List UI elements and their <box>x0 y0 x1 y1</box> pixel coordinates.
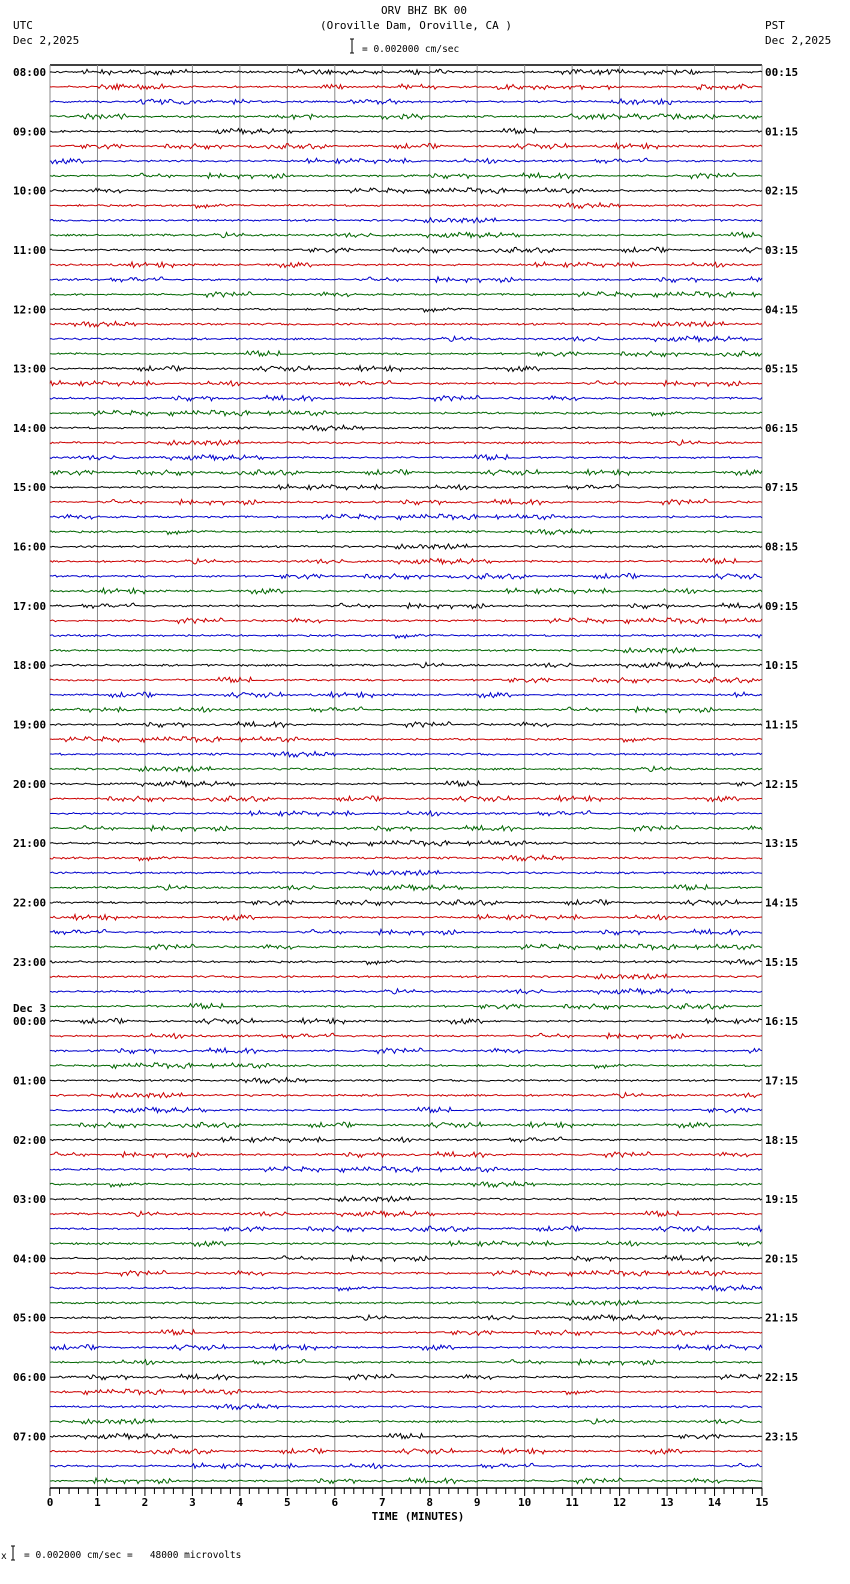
x-tick-label: 1 <box>94 1496 101 1509</box>
footer-scale-label: = 0.002000 cm/sec = 48000 microvolts <box>24 1550 242 1561</box>
seismic-trace <box>50 203 762 208</box>
pst-hour-label: 23:15 <box>765 1430 799 1444</box>
seismic-trace <box>50 840 762 846</box>
utc-hour-label: 20:00 <box>13 777 47 791</box>
utc-hour-label: 15:00 <box>13 481 47 495</box>
right-timezone: PST <box>765 19 785 32</box>
seismic-trace <box>50 559 762 564</box>
seismic-trace <box>50 1389 762 1395</box>
seismic-trace <box>50 959 762 964</box>
seismic-trace <box>50 573 762 579</box>
pst-hour-label: 07:15 <box>765 481 799 495</box>
seismic-trace <box>50 277 762 283</box>
pst-hour-label: 15:15 <box>765 955 799 969</box>
station-title: ORV BHZ BK 00 <box>380 4 468 17</box>
seismic-trace <box>50 781 762 786</box>
seismic-trace <box>50 1197 762 1202</box>
utc-hour-label: 14:00 <box>13 421 47 435</box>
utc-hour-label: 08:00 <box>13 66 47 79</box>
station-location: (Oroville Dam, Oroville, CA ) <box>319 19 513 32</box>
seismic-trace <box>50 173 762 179</box>
seismic-trace <box>50 634 762 638</box>
utc-hour-label: 10:00 <box>13 184 47 198</box>
pst-hour-label: 13:15 <box>765 837 799 851</box>
pst-hour-label: 04:15 <box>765 303 799 317</box>
seismic-trace <box>50 1226 762 1232</box>
seismic-trace <box>50 1330 762 1336</box>
pst-hour-label: 05:15 <box>765 362 799 376</box>
seismic-trace <box>50 1137 762 1142</box>
pst-hour-label: 17:15 <box>765 1074 799 1088</box>
x-tick-label: 2 <box>141 1496 149 1509</box>
pst-hour-label: 21:15 <box>765 1311 799 1325</box>
seismic-trace <box>50 1419 762 1424</box>
utc-hour-label: 00:00 <box>13 1015 47 1029</box>
seismic-trace <box>50 1300 762 1305</box>
x-tick-label: 4 <box>236 1496 244 1509</box>
seismic-trace <box>50 410 762 416</box>
seismic-trace <box>50 1285 762 1290</box>
pst-hour-label: 02:15 <box>765 184 799 198</box>
seismic-trace <box>50 974 762 979</box>
pst-hour-label: 18:15 <box>765 1133 799 1147</box>
pst-hour-label: 01:15 <box>765 125 799 139</box>
left-timezone: UTC <box>13 19 33 32</box>
seismic-trace <box>50 99 762 105</box>
utc-hour-label: 03:00 <box>13 1193 47 1207</box>
utc-hour-label: 04:00 <box>13 1252 47 1266</box>
seismic-trace <box>50 855 762 860</box>
seismic-trace <box>50 440 762 445</box>
seismic-trace <box>50 707 762 713</box>
seismic-trace <box>50 870 762 875</box>
seismic-trace <box>50 1107 762 1113</box>
seismic-trace <box>50 603 762 609</box>
seismic-trace <box>50 1063 762 1069</box>
x-tick-label: 7 <box>378 1496 386 1509</box>
seismic-trace <box>50 158 762 164</box>
pst-hour-label: 11:15 <box>765 718 799 732</box>
seismic-trace <box>50 796 762 802</box>
seismic-trace <box>50 336 762 341</box>
seismic-trace <box>50 381 762 387</box>
seismic-trace <box>50 292 762 298</box>
x-tick-label: 12 <box>612 1496 627 1509</box>
seismic-trace <box>50 1182 762 1187</box>
utc-hour-label: 21:00 <box>13 837 47 851</box>
utc-hour-label: 02:00 <box>13 1133 47 1147</box>
seismic-trace <box>50 425 762 430</box>
seismic-trace <box>50 84 762 89</box>
date-change-label: Dec 3 <box>13 1002 47 1016</box>
seismic-trace <box>50 1448 762 1454</box>
seismic-trace <box>50 1374 762 1380</box>
seismic-trace <box>50 262 762 268</box>
seismic-trace <box>50 826 762 832</box>
pst-hour-label: 12:15 <box>765 777 799 791</box>
utc-hour-label: 05:00 <box>13 1311 47 1325</box>
seismic-trace <box>50 1434 762 1439</box>
seismic-trace <box>50 737 762 743</box>
seismic-trace <box>50 692 762 698</box>
utc-hour-label: 16:00 <box>13 540 47 554</box>
seismic-trace <box>50 455 762 460</box>
pst-hour-label: 14:15 <box>765 896 799 910</box>
seismic-trace <box>50 366 762 372</box>
seismic-trace <box>50 1270 762 1276</box>
seismic-trace <box>50 499 762 505</box>
pst-hour-label: 10:15 <box>765 659 799 673</box>
seismic-trace <box>50 1345 762 1351</box>
utc-hour-label: 22:00 <box>13 896 47 910</box>
x-tick-label: 3 <box>189 1496 196 1509</box>
seismic-trace <box>50 1033 762 1039</box>
pst-hour-label: 20:15 <box>765 1252 799 1266</box>
seismic-trace <box>50 766 762 771</box>
seismic-trace <box>50 232 762 237</box>
utc-hour-label: 23:00 <box>13 955 47 969</box>
seismic-trace <box>50 114 762 119</box>
footer-mark: x <box>1 1551 7 1562</box>
seismic-trace <box>50 188 762 194</box>
pst-hour-label: 09:15 <box>765 599 799 613</box>
seismic-trace <box>50 588 762 594</box>
seismic-trace <box>50 129 762 134</box>
pst-hour-label: 19:15 <box>765 1193 799 1207</box>
seismic-trace <box>50 514 762 520</box>
x-tick-label: 6 <box>331 1496 339 1509</box>
seismic-trace <box>50 1004 762 1010</box>
utc-hour-label: 13:00 <box>13 362 47 376</box>
utc-hour-label: 06:00 <box>13 1371 47 1385</box>
seismic-trace <box>50 648 762 653</box>
x-tick-label: 14 <box>707 1496 722 1509</box>
seismic-trace <box>50 1078 762 1083</box>
seismic-trace <box>50 915 762 921</box>
scale-label: = 0.002000 cm/sec <box>362 44 460 55</box>
seismic-trace <box>50 247 762 253</box>
seismic-trace <box>50 1241 762 1247</box>
seismic-trace <box>50 484 762 489</box>
x-tick-label: 10 <box>518 1496 532 1509</box>
utc-hour-label: 07:00 <box>13 1430 47 1444</box>
seismic-trace <box>50 663 762 668</box>
seismic-trace <box>50 1122 762 1128</box>
seismic-trace <box>50 1167 762 1173</box>
seismic-trace <box>50 1048 762 1054</box>
seismic-trace <box>50 885 762 890</box>
seismic-trace <box>50 143 762 149</box>
seismic-trace <box>50 1211 762 1216</box>
pst-hour-label: 22:15 <box>765 1371 799 1385</box>
utc-hour-label: 17:00 <box>13 599 47 613</box>
seismic-trace <box>50 1404 762 1409</box>
left-date: Dec 2,2025 <box>13 34 80 47</box>
seismic-trace <box>50 722 762 728</box>
pst-hour-label: 03:15 <box>765 243 799 257</box>
scale-bar-icon <box>350 39 354 53</box>
seismic-trace <box>50 396 762 402</box>
utc-hour-label: 11:00 <box>13 243 47 257</box>
seismic-trace <box>50 929 762 935</box>
seismic-trace <box>50 1315 762 1320</box>
utc-hour-label: 12:00 <box>13 303 47 317</box>
seismic-trace <box>50 544 762 549</box>
pst-hour-label: 00:15 <box>765 66 799 79</box>
seismic-trace <box>50 1463 762 1468</box>
x-tick-label: 15 <box>755 1496 769 1509</box>
x-tick-label: 11 <box>565 1496 579 1509</box>
utc-hour-label: 19:00 <box>13 718 47 732</box>
seismic-trace <box>50 811 762 816</box>
seismic-trace <box>50 321 762 326</box>
seismic-trace <box>50 529 762 534</box>
seismic-trace <box>50 752 762 757</box>
seismic-trace <box>50 351 762 357</box>
seismic-trace <box>50 1152 762 1158</box>
footer-scale-bar-icon <box>11 1546 15 1560</box>
seismic-trace <box>50 69 762 75</box>
seismic-trace <box>50 1093 762 1098</box>
x-axis-label: TIME (MINUTES) <box>371 1510 465 1523</box>
seismic-trace <box>50 470 762 476</box>
seismic-trace <box>50 1360 762 1366</box>
seismic-trace <box>50 308 762 312</box>
right-date: Dec 2,2025 <box>765 34 832 47</box>
pst-hour-label: 08:15 <box>765 540 799 554</box>
seismic-trace <box>50 618 762 624</box>
seismic-trace <box>50 944 762 950</box>
x-tick-label: 5 <box>284 1496 291 1509</box>
x-tick-label: 0 <box>46 1496 54 1509</box>
seismic-traces <box>50 69 762 1483</box>
seismic-trace <box>50 218 762 223</box>
seismic-trace <box>50 900 762 906</box>
utc-hour-label: 18:00 <box>13 659 47 673</box>
seismic-trace <box>50 1478 762 1484</box>
seismic-trace <box>50 677 762 683</box>
utc-hour-label: 09:00 <box>13 125 47 139</box>
minute-gridlines <box>50 65 762 1488</box>
x-axis <box>47 1488 769 1509</box>
pst-hour-label: 06:15 <box>765 421 799 435</box>
utc-hour-label: 01:00 <box>13 1074 47 1088</box>
x-tick-label: 8 <box>426 1496 434 1509</box>
seismic-trace <box>50 1256 762 1262</box>
x-tick-label: 9 <box>473 1496 481 1509</box>
seismic-trace <box>50 1018 762 1024</box>
seismic-trace <box>50 989 762 994</box>
pst-hour-label: 16:15 <box>765 1015 799 1029</box>
x-tick-label: 13 <box>660 1496 674 1509</box>
